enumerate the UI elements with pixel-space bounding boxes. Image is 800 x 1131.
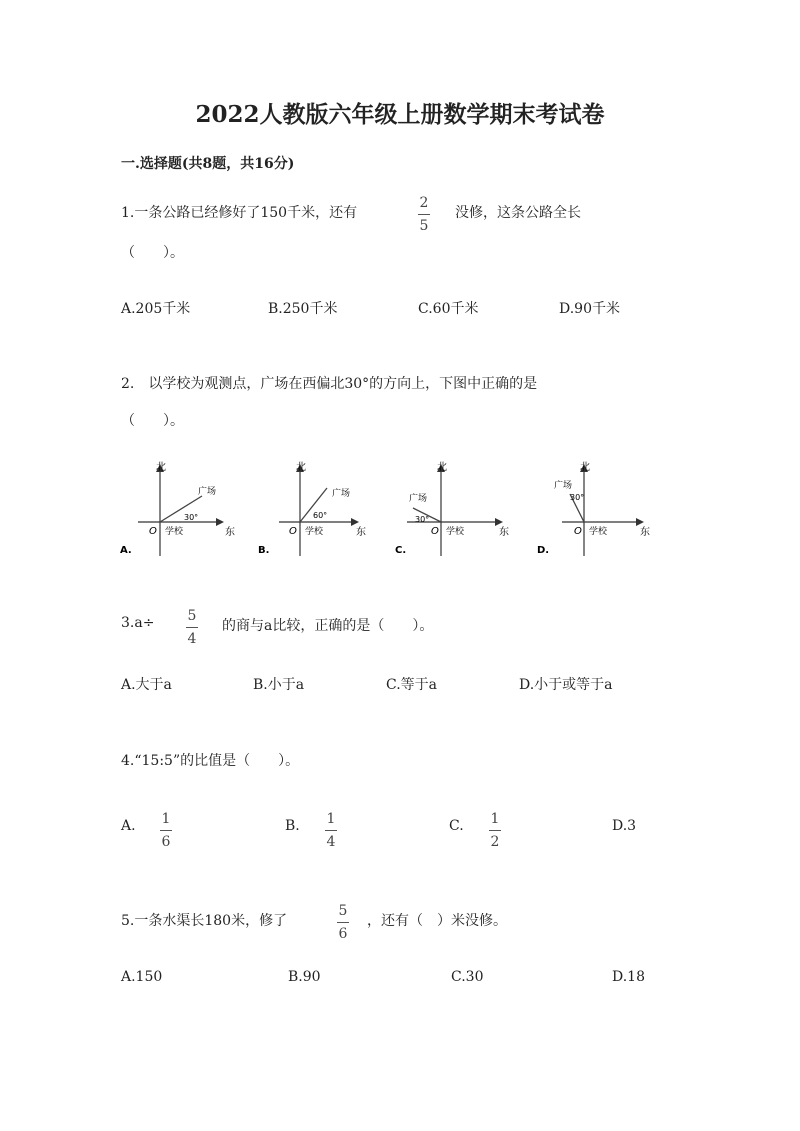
q2-diagram-d[interactable] bbox=[534, 456, 659, 561]
q3-text-start: 3.a÷ bbox=[121, 615, 155, 631]
q5-option-b[interactable]: B.90 bbox=[288, 969, 321, 985]
q4-option-a-denominator: 6 bbox=[161, 834, 171, 850]
q4-option-b-numerator: 1 bbox=[326, 811, 336, 827]
q4-option-b-denominator: 4 bbox=[326, 834, 336, 850]
q3-option-d[interactable]: D.小于或等于a bbox=[519, 677, 613, 693]
q2-a-east-label: 东 bbox=[225, 527, 235, 538]
q1-fraction bbox=[418, 196, 430, 233]
q1-option-c[interactable]: C.60千米 bbox=[418, 301, 479, 317]
q2-d-school-label: 学校 bbox=[589, 527, 608, 537]
page-title: 2022人教版六年级上册数学期末考试卷 bbox=[195, 101, 605, 128]
q2-text: 2. 以学校为观测点，广场在西偏北30°的方向上，下图中正确的是 bbox=[121, 376, 538, 392]
q4-option-b-fraction[interactable] bbox=[325, 812, 337, 849]
q2-d-origin-label: O bbox=[574, 526, 582, 537]
q1-text-end: 没修，这条公路全长 bbox=[455, 205, 581, 221]
q2-d-north-label: 北 bbox=[580, 462, 590, 473]
q3-fraction bbox=[186, 609, 198, 646]
q3-option-b[interactable]: B.小于a bbox=[253, 677, 305, 693]
q1-option-b[interactable]: B.250千米 bbox=[268, 301, 338, 317]
q2-c-east-label: 东 bbox=[499, 527, 509, 538]
q2-b-school-label: 学校 bbox=[305, 527, 324, 537]
q1-fraction-numerator: 2 bbox=[419, 195, 429, 211]
q1-option-a[interactable]: A.205千米 bbox=[121, 301, 191, 317]
q2-b-angle-label: 60° bbox=[313, 511, 328, 520]
q2-b-option-letter: B. bbox=[258, 545, 270, 556]
q2-d-east-label: 东 bbox=[640, 527, 650, 538]
q5-fraction-denominator: 6 bbox=[338, 926, 348, 942]
q5-text-start: 5.一条水渠长180米，修了 bbox=[121, 913, 288, 929]
q2-diagram-b[interactable] bbox=[255, 456, 380, 561]
q5-option-a[interactable]: A.150 bbox=[121, 969, 163, 985]
q2-b-origin-label: O bbox=[289, 526, 297, 537]
q2-diagram-a[interactable] bbox=[118, 456, 243, 561]
q3-fraction-denominator: 4 bbox=[187, 631, 197, 647]
q5-fraction-numerator: 5 bbox=[338, 903, 348, 919]
q2-c-angle-label: 30° bbox=[415, 515, 430, 524]
q2-a-school-label: 学校 bbox=[165, 527, 184, 537]
q5-option-c[interactable]: C.30 bbox=[451, 969, 484, 985]
q5-option-d[interactable]: D.18 bbox=[612, 969, 645, 985]
q4-option-a-letter[interactable]: A. bbox=[121, 818, 136, 834]
q4-option-c-denominator: 2 bbox=[490, 834, 500, 850]
q3-fraction-numerator: 5 bbox=[187, 608, 197, 624]
q3-option-a[interactable]: A.大于a bbox=[121, 677, 172, 693]
q3-option-c[interactable]: C.等于a bbox=[386, 677, 438, 693]
q4-option-b-letter[interactable]: B. bbox=[285, 818, 300, 834]
q4-option-c-numerator: 1 bbox=[490, 811, 500, 827]
q2-a-angle-label: 30° bbox=[184, 513, 199, 522]
q2-c-place-label: 广场 bbox=[409, 494, 428, 504]
q2-a-option-letter: A. bbox=[120, 545, 132, 556]
q2-c-origin-label: O bbox=[431, 526, 439, 537]
q2-d-place-label: 广场 bbox=[554, 481, 573, 491]
q1-fraction-denominator: 5 bbox=[419, 218, 429, 234]
q2-d-option-letter: D. bbox=[537, 545, 550, 556]
q2-b-east-label: 东 bbox=[356, 527, 366, 538]
q4-option-c-letter[interactable]: C. bbox=[449, 818, 464, 834]
q2-answer-blank: （ ）。 bbox=[121, 413, 184, 429]
q2-diagram-c[interactable] bbox=[393, 456, 518, 561]
q2-c-north-label: 北 bbox=[437, 462, 447, 473]
q2-c-option-letter: C. bbox=[395, 545, 407, 556]
q4-option-d[interactable]: D.3 bbox=[612, 818, 637, 834]
q2-b-north-label: 北 bbox=[296, 462, 306, 473]
q5-fraction bbox=[337, 904, 349, 941]
q4-text: 4.“15:5”的比值是（ ）。 bbox=[121, 753, 300, 769]
q2-c-school-label: 学校 bbox=[446, 527, 465, 537]
q2-a-place-label: 广场 bbox=[198, 487, 217, 497]
q1-answer-blank: （ ）。 bbox=[121, 245, 184, 261]
q1-text-start: 1.一条公路已经修好了150千米，还有 bbox=[121, 205, 358, 221]
q2-a-origin-label: O bbox=[149, 526, 157, 537]
q3-text-end: 的商与a比较，正确的是（ ）。 bbox=[222, 618, 434, 634]
q5-text-end: ，还有（ ）米没修。 bbox=[367, 913, 507, 929]
q2-a-north-label: 北 bbox=[156, 462, 166, 473]
q2-b-place-label: 广场 bbox=[332, 489, 351, 499]
q4-option-c-fraction[interactable] bbox=[489, 812, 501, 849]
q1-option-d[interactable]: D.90千米 bbox=[559, 301, 620, 317]
section-heading: 一.选择题(共8题，共16分) bbox=[121, 156, 295, 172]
q2-d-angle-label: 30° bbox=[570, 493, 585, 502]
q4-option-a-numerator: 1 bbox=[161, 811, 171, 827]
q4-option-a-fraction[interactable] bbox=[160, 812, 172, 849]
